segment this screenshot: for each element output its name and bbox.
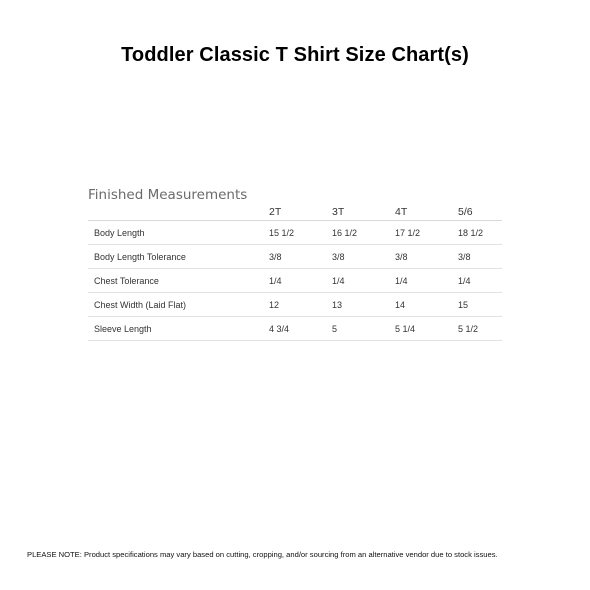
header-size-2t: 2T [269, 204, 332, 221]
table-cell: 1/4 [395, 269, 458, 293]
table-cell: 13 [332, 293, 395, 317]
table-cell: 14 [395, 293, 458, 317]
table-row [88, 245, 502, 269]
header-size-5-6: 5/6 [458, 204, 502, 221]
table-cell: 15 1/2 [269, 221, 332, 245]
table-cell: 1/4 [458, 269, 502, 293]
header-size-3t: 3T [332, 204, 395, 221]
table-row [88, 317, 502, 341]
size-table [88, 204, 502, 341]
table-row [88, 221, 502, 245]
table-cell: 1/4 [332, 269, 395, 293]
table-cell: 16 1/2 [332, 221, 395, 245]
disclaimer-note: PLEASE NOTE: Product specifications may vary based on cutting, cropping, and/or sourcing from an alternative vendor due to stock issues. [27, 550, 498, 559]
table-cell: 5 [332, 317, 395, 341]
table-row [88, 269, 502, 293]
header-size-4t: 4T [395, 204, 458, 221]
table-cell: 3/8 [269, 245, 332, 269]
table-cell: 3/8 [458, 245, 502, 269]
table-cell: 17 1/2 [395, 221, 458, 245]
row-label: Chest Width (Laid Flat) [88, 293, 269, 317]
table-cell: 4 3/4 [269, 317, 332, 341]
header-blank [88, 204, 269, 221]
row-label: Chest Tolerance [88, 269, 269, 293]
table-cell: 3/8 [395, 245, 458, 269]
table-cell: 12 [269, 293, 332, 317]
table-cell: 5 1/2 [458, 317, 502, 341]
table-cell: 15 [458, 293, 502, 317]
row-label: Sleeve Length [88, 317, 269, 341]
table-row [88, 293, 502, 317]
row-label: Body Length Tolerance [88, 245, 269, 269]
section-title: Finished Measurements [88, 187, 248, 203]
table-header-row [88, 204, 502, 221]
table-cell: 1/4 [269, 269, 332, 293]
table-cell: 3/8 [332, 245, 395, 269]
table-cell: 5 1/4 [395, 317, 458, 341]
row-label: Body Length [88, 221, 269, 245]
page-title: Toddler Classic T Shirt Size Chart(s) [121, 44, 469, 66]
table-cell: 18 1/2 [458, 221, 502, 245]
